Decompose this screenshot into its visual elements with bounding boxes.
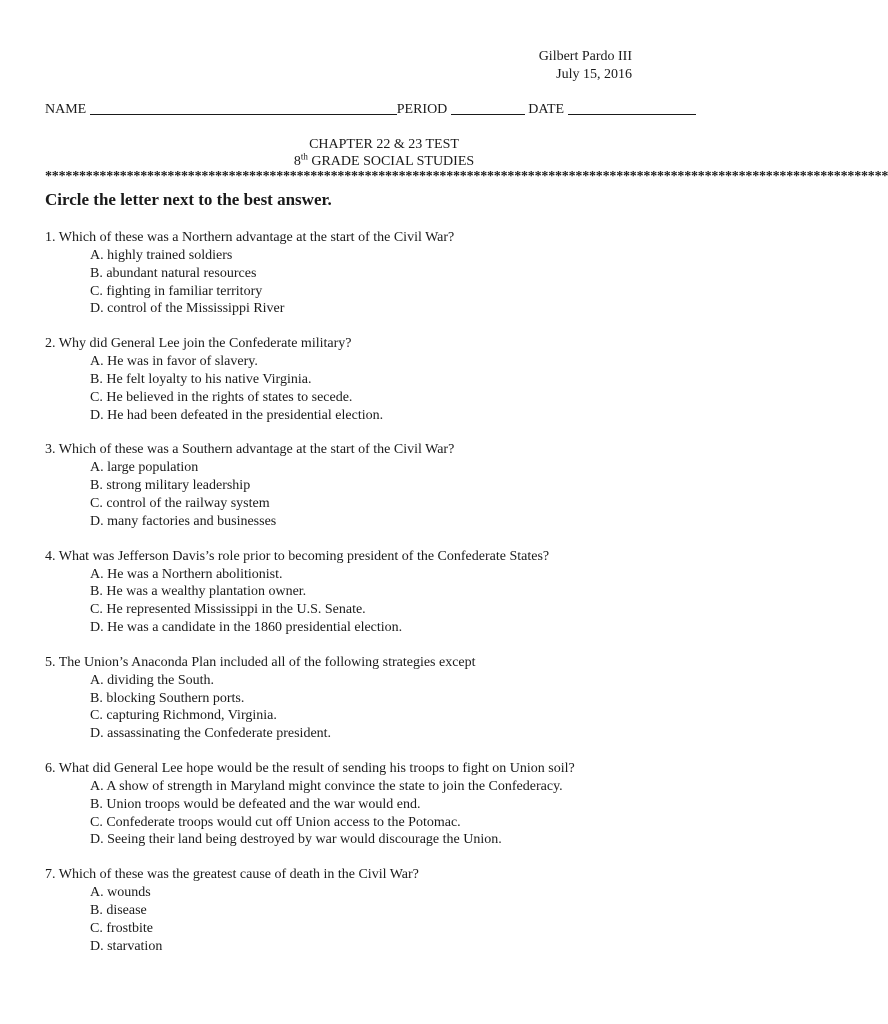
period-label: PERIOD — [396, 102, 448, 117]
answer-option[interactable]: C. fighting in familiar territory — [90, 283, 263, 299]
answer-option[interactable]: A. large population — [90, 460, 199, 476]
course-title — [0, 153, 768, 170]
question-text: 4. What was Jefferson Davis’s role prior to becoming president of the Confederate States? — [45, 548, 550, 564]
name-label: NAME — [45, 102, 87, 117]
question-text: 5. The Union’s Anaconda Plan included all of the following strategies except — [45, 654, 476, 670]
answer-option[interactable]: A. He was a Northern abolitionist. — [90, 566, 283, 582]
answer-option[interactable]: B. abundant natural resources — [90, 265, 257, 281]
grade-suffix: th — [300, 151, 308, 162]
period-field[interactable] — [451, 100, 525, 115]
question-2 — [45, 335, 735, 424]
answer-option[interactable]: B. disease — [90, 902, 147, 918]
answer-option[interactable]: B. He felt loyalty to his native Virginia. — [90, 371, 312, 387]
question-text: 2. Why did General Lee join the Confederate military? — [45, 336, 352, 352]
answer-option[interactable]: A. wounds — [90, 885, 151, 901]
question-text: 6. What did General Lee hope would be the result of sending his troops to fight on Union soil? — [45, 760, 575, 776]
answer-option[interactable]: B. strong military leadership — [90, 478, 251, 494]
question-text: 1. Which of these was a Northern advantage at the start of the Civil War? — [45, 230, 455, 245]
answer-option[interactable]: D. many factories and businesses — [90, 513, 277, 529]
answer-option[interactable]: C. Confederate troops would cut off Union access to the Potomac. — [90, 814, 461, 830]
separator-line: **************************************************************************************************************************** — [45, 169, 888, 184]
chapter-title: CHAPTER 22 & 23 TEST — [309, 137, 459, 152]
grade-number: 8 — [293, 154, 301, 169]
answer-option[interactable]: B. blocking Southern ports. — [90, 690, 245, 706]
answer-option[interactable]: D. control of the Mississippi River — [90, 301, 285, 317]
instructions: Circle the letter next to the best answer. — [45, 190, 332, 209]
answer-option[interactable]: A. highly trained soldiers — [90, 248, 233, 263]
question-text: 7. Which of these was the greatest cause of death in the Civil War? — [45, 867, 419, 883]
answer-option[interactable]: C. He believed in the rights of states to secede. — [90, 389, 353, 405]
question-text: 3. Which of these was a Southern advantage at the start of the Civil War? — [45, 442, 455, 458]
question-list — [45, 229, 735, 972]
name-field[interactable] — [90, 100, 397, 115]
author-block — [539, 48, 632, 84]
course-name: GRADE SOCIAL STUDIES — [307, 154, 475, 169]
question-1 — [45, 229, 735, 318]
question-3 — [45, 441, 735, 530]
answer-option[interactable]: B. Union troops would be defeated and the war would end. — [90, 796, 421, 812]
question-5 — [45, 654, 735, 743]
document-date: July 15, 2016 — [556, 67, 632, 82]
date-label: DATE — [528, 102, 565, 117]
answer-option[interactable]: D. assassinating the Confederate president. — [90, 726, 332, 742]
author-name: Gilbert Pardo III — [538, 49, 632, 64]
answer-option[interactable]: C. frostbite — [90, 920, 153, 936]
question-7 — [45, 866, 735, 955]
date-field[interactable] — [568, 100, 696, 115]
test-title — [0, 136, 768, 170]
answer-option[interactable]: A. dividing the South. — [90, 672, 215, 688]
answer-option[interactable]: D. He was a candidate in the 1860 presidential election. — [90, 619, 403, 635]
answer-option[interactable]: D. Seeing their land being destroyed by war would discourage the Union. — [90, 832, 502, 848]
question-6 — [45, 760, 735, 849]
answer-option[interactable]: C. capturing Richmond, Virginia. — [90, 708, 277, 724]
answer-option[interactable]: C. He represented Mississippi in the U.S. Senate. — [90, 602, 366, 618]
answer-option[interactable]: B. He was a wealthy plantation owner. — [90, 584, 307, 600]
answer-option[interactable]: D. starvation — [90, 938, 163, 954]
answer-option[interactable]: A. He was in favor of slavery. — [90, 354, 258, 370]
answer-option[interactable]: A. A show of strength in Maryland might convince the state to join the Confederacy. — [90, 778, 563, 794]
question-4 — [45, 548, 735, 637]
student-info-line — [45, 100, 696, 118]
answer-option[interactable]: D. He had been defeated in the presidential election. — [90, 407, 384, 423]
answer-option[interactable]: C. control of the railway system — [90, 495, 270, 511]
